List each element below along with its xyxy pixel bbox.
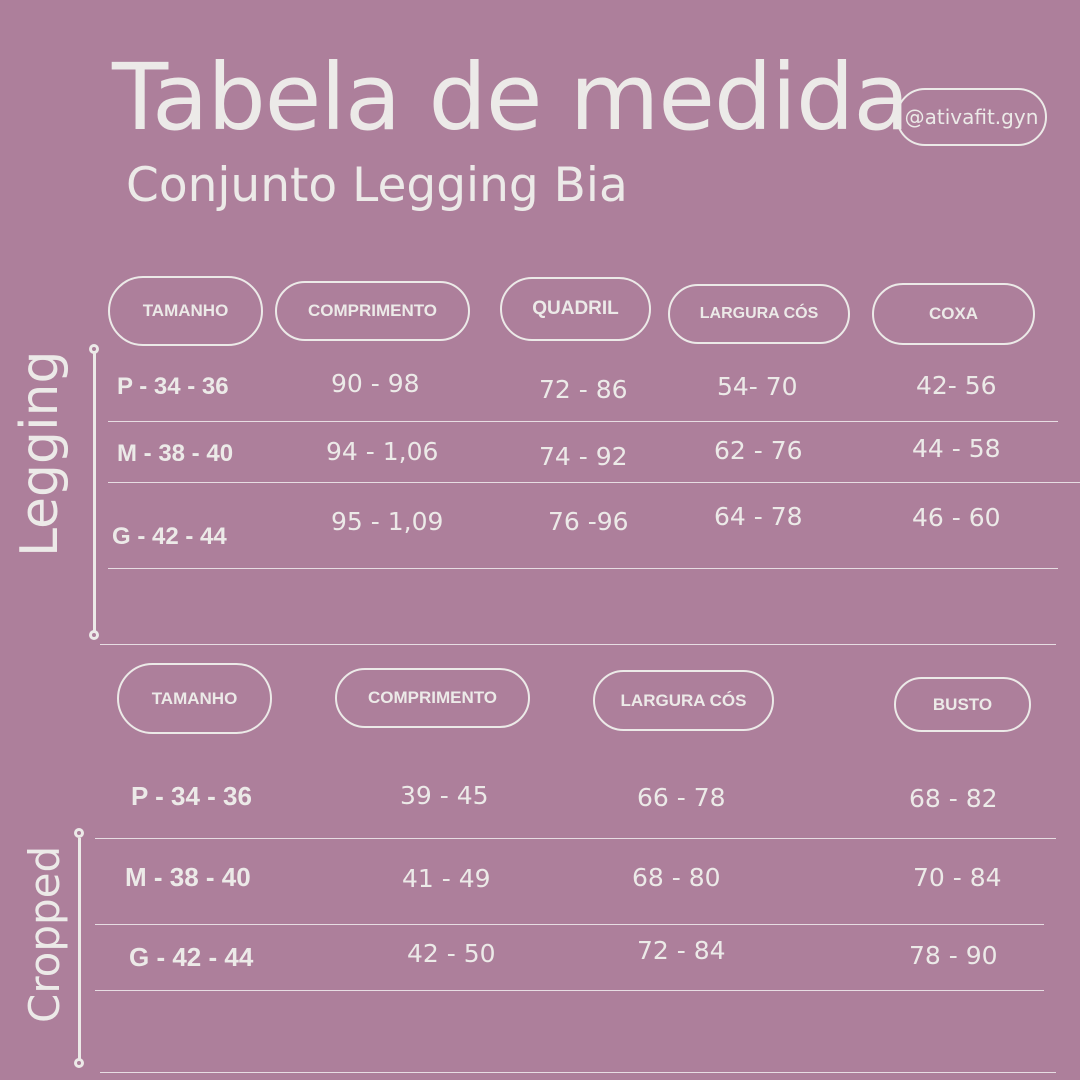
- cropped-rail: [78, 838, 81, 1060]
- legging-m-quadril: 74 - 92: [539, 442, 628, 471]
- cropped-size-m: M - 38 - 40: [125, 862, 251, 892]
- cropped-g-largura-cos: 72 - 84: [637, 936, 726, 965]
- legging-g-quadril: 76 -96: [548, 507, 629, 536]
- legging-g-comprimento: 95 - 1,09: [331, 507, 444, 536]
- legging-size-m: M - 38 - 40: [117, 440, 234, 467]
- cropped-section-label: Cropped: [20, 845, 69, 1023]
- cropped-rail-bottom-dot: [74, 1058, 84, 1068]
- instagram-handle: @ativafit.gyn: [904, 105, 1039, 129]
- cropped-rail-top-dot: [74, 828, 84, 838]
- cropped-m-largura-cos: 68 - 80: [632, 863, 721, 892]
- legging-rail-top-dot: [89, 344, 99, 354]
- cropped-row-divider: [95, 838, 1056, 839]
- legging-p-comprimento: 90 - 98: [331, 369, 420, 398]
- legging-size-g: G - 42 - 44: [112, 523, 227, 550]
- cropped-header-largura-cos: LARGURA CÓS: [593, 670, 774, 731]
- cropped-p-busto: 68 - 82: [909, 784, 998, 813]
- cropped-g-comprimento: 42 - 50: [407, 939, 496, 968]
- legging-g-largura-cos: 64 - 78: [714, 502, 803, 531]
- legging-m-comprimento: 94 - 1,06: [326, 437, 439, 466]
- bottom-divider: [100, 1072, 1056, 1073]
- legging-section-label: Legging: [10, 350, 70, 557]
- legging-rail-bottom-dot: [89, 630, 99, 640]
- legging-header-quadril: QUADRIL: [500, 277, 651, 341]
- legging-row-divider: [108, 568, 1058, 569]
- instagram-handle-badge[interactable]: [896, 88, 1047, 146]
- legging-rail: [93, 350, 96, 635]
- cropped-row-divider: [95, 924, 1044, 925]
- section-divider: [100, 644, 1056, 645]
- legging-header-coxa: COXA: [872, 283, 1035, 345]
- cropped-size-p: P - 34 - 36: [131, 781, 252, 811]
- cropped-p-largura-cos: 66 - 78: [637, 783, 726, 812]
- page-subtitle: Conjunto Legging Bia: [126, 158, 628, 213]
- legging-p-quadril: 72 - 86: [539, 375, 628, 404]
- cropped-header-busto: BUSTO: [894, 677, 1031, 732]
- legging-p-coxa: 42- 56: [916, 371, 997, 400]
- cropped-m-comprimento: 41 - 49: [402, 864, 491, 893]
- legging-p-largura-cos: 54- 70: [717, 372, 798, 401]
- cropped-p-comprimento: 39 - 45: [400, 781, 489, 810]
- cropped-m-busto: 70 - 84: [913, 863, 1002, 892]
- cropped-header-comprimento: COMPRIMENTO: [335, 668, 530, 728]
- legging-header-tamanho: TAMANHO: [108, 276, 263, 346]
- legging-header-largura-cos: LARGURA CÓS: [668, 284, 850, 344]
- page-title: Tabela de medida: [112, 44, 909, 151]
- cropped-g-busto: 78 - 90: [909, 941, 998, 970]
- legging-row-divider: [108, 482, 1080, 483]
- legging-header-comprimento: COMPRIMENTO: [275, 281, 470, 341]
- legging-row-divider: [108, 421, 1058, 422]
- legging-m-largura-cos: 62 - 76: [714, 436, 803, 465]
- legging-g-coxa: 46 - 60: [912, 503, 1001, 532]
- cropped-size-g: G - 42 - 44: [129, 942, 254, 972]
- cropped-row-divider: [95, 990, 1044, 991]
- legging-m-coxa: 44 - 58: [912, 434, 1001, 463]
- cropped-header-tamanho: TAMANHO: [117, 663, 272, 734]
- legging-size-p: P - 34 - 36: [117, 373, 229, 400]
